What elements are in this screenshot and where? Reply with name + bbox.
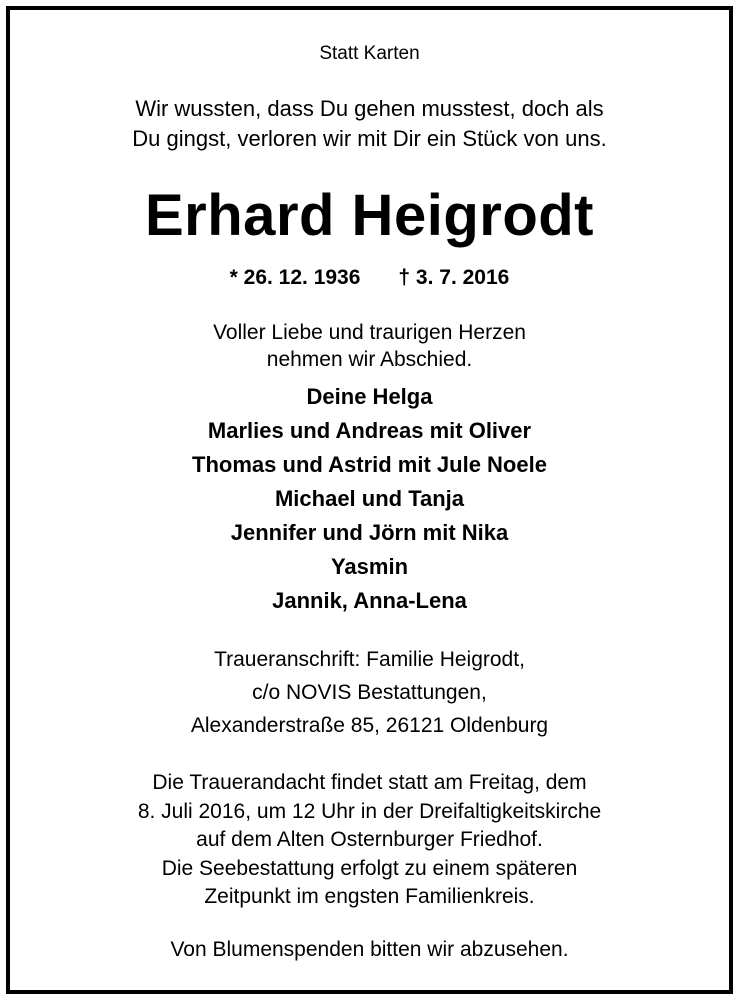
family-list [10, 380, 729, 618]
family-member: Michael und Tanja [274, 486, 465, 511]
family-member: Deine Helga [306, 384, 433, 409]
deceased-name: Erhard Heigrodt [145, 183, 594, 248]
header-text: Statt Karten [319, 43, 420, 64]
address-line: Alexanderstraße 85, 26121 Oldenburg [190, 714, 549, 737]
service-line: Zeitpunkt im engsten Familienkreis. [204, 885, 535, 908]
family-member: Jennifer und Jörn mit Nika [230, 520, 509, 545]
family-member: Marlies und Andreas mit Oliver [207, 418, 532, 443]
quote [10, 94, 729, 154]
death-date: † 3. 7. 2016 [398, 266, 510, 289]
farewell-text [10, 319, 729, 373]
farewell-line: Voller Liebe und traurigen Herzen [213, 321, 526, 344]
address-line: c/o NOVIS Bestattungen, [252, 681, 487, 704]
service-line: 8. Juli 2016, um 12 Uhr in der Dreifaltigkeitskirche [137, 799, 602, 823]
footer-note: Von Blumenspenden bitten wir abzusehen. [170, 938, 569, 961]
service-line: auf dem Alten Osternburger Friedhof. [196, 828, 543, 851]
farewell-line: nehmen wir Abschied. [266, 348, 473, 371]
service-info [10, 769, 729, 912]
address-line: Traueranschrift: Familie Heigrodt, [214, 648, 525, 671]
life-dates [10, 266, 729, 290]
obituary-notice [6, 6, 733, 994]
service-line: Die Seebestattung erfolgt zu einem späteren [161, 856, 578, 880]
quote-line: Wir wussten, dass Du gehen musstest, doch als [135, 96, 604, 121]
birth-date: * 26. 12. 1936 [229, 266, 361, 289]
service-line: Die Trauerandacht findet statt am Freitag, dem [152, 771, 587, 794]
family-member: Yasmin [330, 554, 409, 579]
quote-line: Du gingst, verloren wir mit Dir ein Stück von uns. [132, 126, 607, 151]
family-member: Jannik, Anna-Lena [272, 588, 467, 613]
mourning-address [10, 643, 729, 742]
family-member: Thomas und Astrid mit Jule Noele [192, 452, 547, 477]
